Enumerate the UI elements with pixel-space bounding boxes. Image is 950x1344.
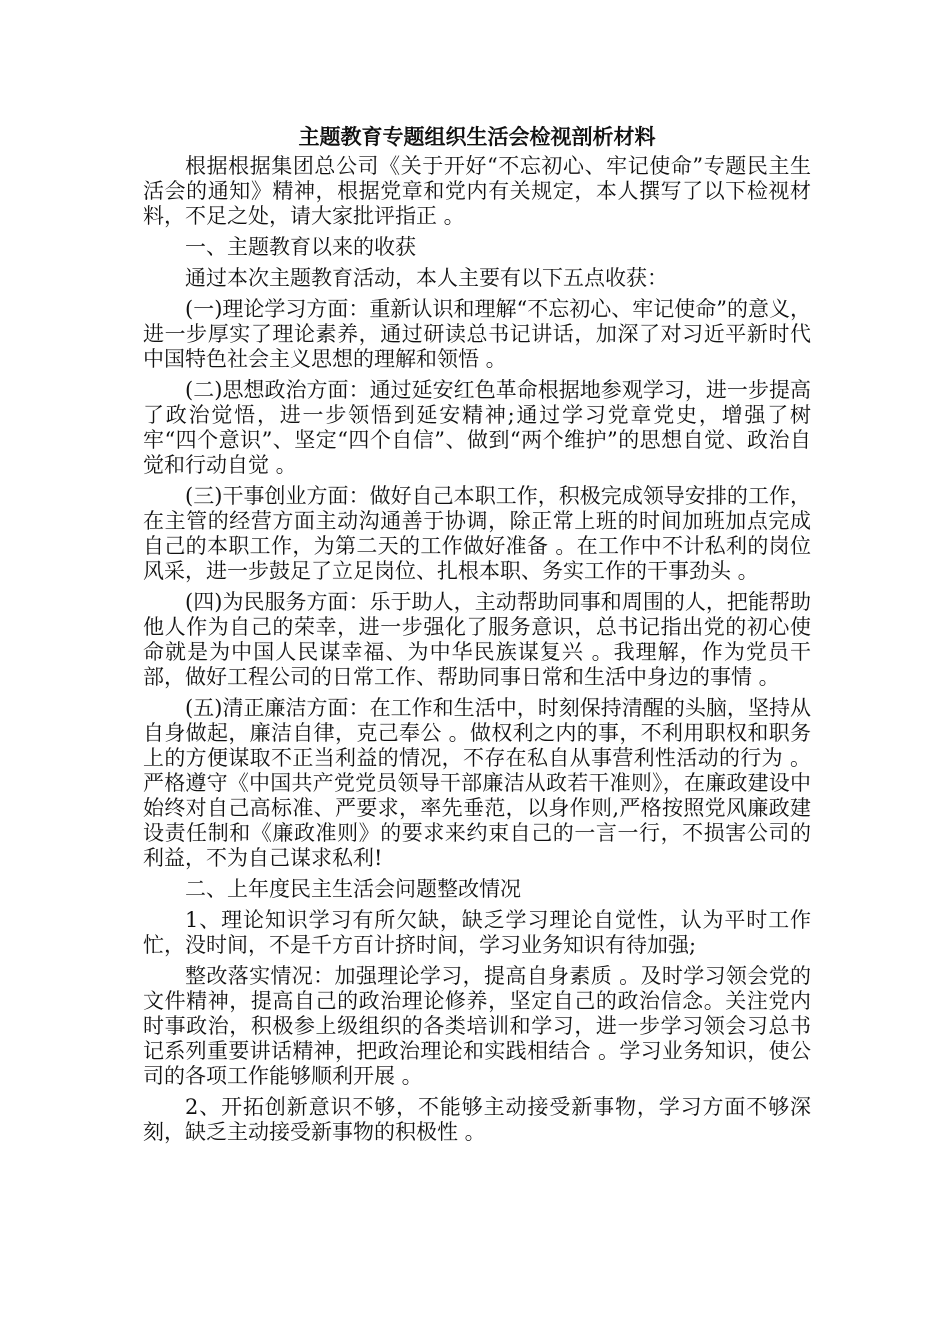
paragraph-political-thought: (二)思想政治方面：通过延安红色革命根据地参观学习，进一步提高了政治觉悟，进一步领悟到延安精神;通过学习党章党史，增强了树牢“四个意识”、坚定“四个自信”、做到“两个维护”的思想自觉、政治自觉和行动自觉 。 — [143, 378, 811, 477]
paragraph-work-effort: (三)干事创业方面：做好自己本职工作，积极完成领导安排的工作，在主管的经营方面主动沟通善于协调，除正常上班的时间加班加点完成自己的本职工作，为第二天的工作做好准备 。在工作中不计私利的岗位风采，进一步鼓足了立足岗位、扎根本职、务实工作的干事劲头 。 — [143, 484, 811, 583]
paragraph-rectification-1: 整改落实情况：加强理论学习，提高自身素质 。及时学习领会党的文件精神，提高自己的政治理论修养，坚定自己的政治信念。关注党内时事政治，积极参上级组织的各类培训和学习，进一步学习领会习总书记系列重要讲话精神，把政治理论和实践相结合 。学习业务知识，使公司的各项工作能够顺利开展 。 — [143, 964, 811, 1088]
heading-section-2: 二、上年度民主生活会问题整改情况 — [185, 877, 521, 901]
document-body — [143, 122, 811, 1151]
paragraph-integrity: (五)清正廉洁方面：在工作和生活中，时刻保持清醒的头脑，坚持从自身做起，廉洁自律，克己奉公 。做权利之内的事，不利用职权和职务上的方便谋取不正当利益的情况，不存在私自从事营利性活动的行为 。严格遵守《中国共产党党员领导干部廉洁从政若干准则》，在廉政建设中始终对自己高标准、严要求，率先垂范，以身作则,严格按照党风廉政建设责任制和《廉政准则》的要求来约束自己的一言一行，不损害公司的利益，不为自己谋求私利! — [143, 696, 811, 870]
heading-section-1: 一、主题教育以来的收获 — [185, 235, 416, 259]
paragraph-intro: 根据根据集团总公司《关于开好“不忘初心、牢记使命”专题民主生活会的通知》精神，根据党章和党内有关规定，本人撰写了以下检视材料，不足之处，请大家批评指正 。 — [143, 154, 811, 228]
paragraph-issue-2: 2、开拓创新意识不够，不能够主动接受新事物，学习方面不够深刻，缺乏主动接受新事物的积极性 。 — [143, 1095, 811, 1144]
document-title: 主题教育专题组织生活会检视剖析材料 — [298, 124, 656, 149]
paragraph-public-service: (四)为民服务方面：乐于助人，主动帮助同事和周围的人，把能帮助他人作为自己的荣幸，进一步强化了服务意识，总书记指出党的初心使命就是为中国人民谋幸福、为中华民族谋复兴 。我理解，作为党员干部，做好工程公司的日常工作、帮助同事日常和生活中身边的事情 。 — [143, 590, 811, 689]
paragraph-summary: 通过本次主题教育活动，本人主要有以下五点收获： — [185, 266, 668, 290]
paragraph-issue-1: 1、理论知识学习有所欠缺，缺乏学习理论自觉性，认为平时工作忙，没时间，不是千方百计挤时间，学习业务知识有待加强; — [143, 908, 811, 957]
paragraph-theory-study: (一)理论学习方面：重新认识和理解“不忘初心、牢记使命”的意义，进一步厚实了理论素养，通过研读总书记讲话，加深了对习近平新时代中国特色社会主义思想的理解和领悟 。 — [143, 297, 811, 371]
